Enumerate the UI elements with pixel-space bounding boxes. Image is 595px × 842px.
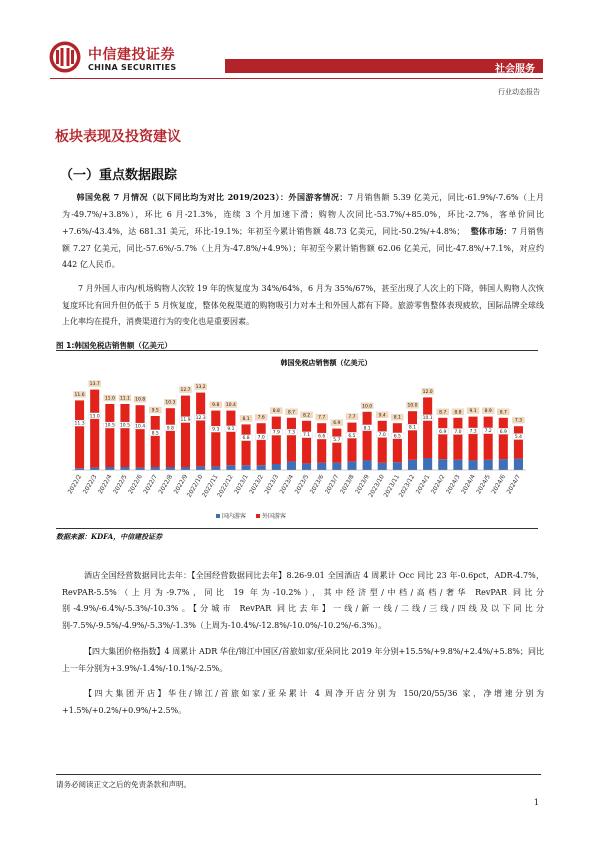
data-label-total: 11.0 (104, 396, 115, 402)
bar-domestic (136, 468, 145, 470)
bar-domestic (287, 462, 296, 470)
data-label-total: 8.7 (439, 410, 447, 416)
x-tick-label: 2023/5 (293, 473, 311, 496)
data-label-total: 9.4 (378, 413, 386, 419)
legend-label-foreign: 外国游客 (262, 513, 287, 520)
legend-swatch-foreign (256, 514, 260, 518)
bar-foreign (75, 400, 84, 468)
bar-foreign (211, 411, 220, 467)
data-label-foreign: 7.3 (469, 429, 477, 435)
data-label-foreign: 9.3 (212, 427, 220, 433)
x-tick-label: 2023/4 (278, 473, 296, 496)
paragraph-text-overall: 7 月销售额 7.27 亿美元，同比-57.6%/-5.7%（上月为-47.8%/+4.9%）；年初至今累计销售额 62.06 亿美元，同比-47.8%/+7.1%，对应约 442 亿人民币。 (62, 227, 544, 269)
legend-label-domestic: 国内游客 (222, 513, 247, 520)
data-label-foreign: 7.0 (378, 433, 386, 438)
data-label-total: 12.7 (180, 388, 191, 394)
paragraph-shopping-recovery: 7 月外国人市内/机场购物人次较 19 年的恢复度为 34%/64%，6 月为 35%/67%，甚至出现了人次上的下降，韩国人购物人次恢复度环比有回升但仍低于 5 月恢复度，整体免税渠道的购物吸引力对本土和外国人都有下降。旅游零售整体表现疲软，国际品牌全球线上化率均在提升，消费渠道行为的变化也是重要因素。 (62, 284, 544, 326)
bar-domestic (378, 463, 387, 470)
bar-domestic (484, 460, 493, 470)
data-label-foreign: 9.1 (227, 427, 235, 433)
data-label-foreign: 10.5 (104, 423, 115, 429)
data-label-total: 8.1 (393, 415, 401, 421)
data-label-foreign: 9.8 (166, 426, 174, 432)
bar-domestic (302, 463, 311, 470)
footer-divider (56, 774, 541, 775)
x-tick-label: 2023/7 (323, 473, 341, 496)
bar-foreign (317, 423, 326, 463)
bar-foreign (378, 421, 387, 463)
legend-swatch-domestic (216, 514, 220, 518)
data-label-foreign: 6.8 (242, 436, 250, 442)
paragraph-store-opening: 【四大集团开店】华住/锦江/首旅如家/亚朵累计 4 周净开店分别为 150/20/55/36 家，净增速分别为+1.5%/+0.2%/+0.9%/+2.5%。 (62, 689, 544, 715)
paragraph-lead-overall: 整体市场： (470, 226, 512, 236)
x-tick-label: 2023/3 (263, 473, 281, 496)
bar-foreign (120, 404, 129, 467)
x-tick-label: 2022/7 (142, 473, 159, 496)
data-label-foreign: 5.4 (514, 435, 523, 441)
bar-domestic (181, 467, 190, 470)
data-label-foreign: 8.5 (151, 431, 159, 437)
data-label-foreign: 11.3 (74, 421, 85, 427)
x-tick-label: 2022/3 (81, 473, 99, 496)
page-number: 1 (533, 798, 539, 807)
x-tick-label: 2023/9 (354, 473, 371, 496)
data-label-foreign: 6.6 (318, 434, 326, 440)
bar-domestic (332, 463, 341, 470)
x-tick-label: 2022/10 (185, 473, 205, 499)
x-tick-label: 2022/6 (127, 473, 144, 496)
data-label-total: 9.5 (151, 408, 159, 414)
data-label-total: 8.8 (272, 409, 280, 415)
bar-foreign (423, 397, 432, 458)
bar-domestic (166, 467, 175, 470)
chart-title: 韩国免税店销售额（亿美元） (280, 359, 372, 367)
data-label-total: 10.3 (165, 400, 176, 406)
bar-foreign (453, 418, 462, 460)
paragraph-lead: 韩国免税 7 月情况（以下同比均为对比 2019/2023）：外国游客情况： (76, 192, 348, 202)
data-label-total: 9.8 (212, 403, 220, 409)
x-tick-label: 2022/9 (172, 473, 190, 496)
x-tick-label: 2022/5 (112, 473, 129, 496)
data-label-total: 10.4 (225, 403, 236, 409)
bar-foreign (499, 418, 508, 459)
bar-domestic (241, 465, 250, 470)
bar-foreign (196, 393, 205, 467)
bar-foreign (408, 411, 417, 460)
data-label-total: 11.1 (119, 396, 130, 402)
x-tick-label: 2024/7 (505, 473, 523, 496)
data-label-foreign: 7.9 (272, 430, 280, 436)
data-label-foreign: 7.2 (484, 429, 492, 435)
bar-foreign (257, 423, 266, 465)
data-label-total: 13.7 (89, 382, 100, 388)
data-label-foreign: 7.0 (257, 435, 265, 441)
bar-domestic (514, 459, 523, 470)
bar-domestic (347, 462, 356, 470)
data-label-total: 11.6 (74, 392, 85, 398)
bar-domestic (196, 466, 205, 470)
x-tick-label: 2022/12 (216, 473, 235, 499)
figure-title: 图 1:韩国免税店销售额（亿美元） (56, 341, 172, 350)
data-label-total: 8.7 (287, 410, 296, 416)
report-type: 行业动态报告 (498, 88, 540, 96)
bar-foreign (287, 418, 296, 462)
data-label-total: 9.1 (469, 409, 477, 415)
bar-domestic (120, 467, 129, 470)
x-tick-label: 2022/4 (96, 473, 114, 496)
bar-domestic (151, 467, 160, 470)
data-label-total: 8.7 (499, 410, 507, 416)
bar-foreign (468, 417, 477, 461)
data-label-foreign: 5.7 (333, 438, 341, 444)
bar-domestic (363, 460, 372, 470)
x-tick-label: 2022/2 (66, 473, 84, 496)
paragraph-hotel-data: 酒店全国经营数据同比去年：【全国经营数据同比去年】8.26-9.01 全国酒店 4 周累计 Occ 同比 23 年-0.6pct，ADR-4.7%，RevPAR-5.5%（上月为-9.7%，同比 19 年为-10.2%），其中经济型/中档/高档/奢华 RevPAR 同比分别-4.9%/-6.4%/-5.3%/-10.3%。【分城市 RevPAR 同比去年】一线/新一线/二线/三线/四线及以下同比分别-7.5%/-9.5%/-4.9%/-5.3%/-1.3%（上周为-10.4%/-12.8%/-10.0%/-10.2%/-6.3%）。 (62, 571, 544, 630)
data-label-foreign: 10.5 (119, 423, 130, 429)
bar-domestic (468, 460, 477, 470)
data-label-total: 8.8 (454, 410, 462, 416)
x-tick-label: 2024/3 (445, 473, 462, 496)
x-tick-label: 2023/12 (397, 473, 417, 499)
x-tick-label: 2024/6 (490, 473, 508, 496)
data-label-foreign: 8.1 (363, 426, 371, 432)
bar-foreign (332, 429, 341, 463)
data-label-foreign: 7.1 (302, 433, 311, 439)
duty-free-sales-chart (56, 352, 538, 528)
bar-domestic (453, 460, 462, 470)
bar-domestic (393, 462, 402, 470)
x-tick-label: 2023/6 (308, 473, 326, 496)
data-label-foreign: 13.0 (89, 414, 100, 420)
subsection-title: （一）重点数据跟踪 (60, 168, 178, 183)
company-logo-icon (48, 40, 82, 74)
bar-domestic (90, 468, 99, 470)
bar-domestic (75, 468, 84, 470)
x-tick-label: 2024/2 (429, 473, 447, 496)
x-tick-label: 2023/10 (367, 473, 386, 499)
section-title: 板块表现及投资建议 (55, 129, 181, 145)
bar-foreign (514, 426, 523, 458)
bar-domestic (408, 460, 417, 470)
figure-source: 数据来源：KDFA，中信建投证券 (56, 532, 163, 541)
bar-foreign (136, 405, 145, 467)
x-tick-label: 2022/11 (200, 473, 220, 499)
bar-foreign (181, 396, 190, 467)
data-label-total: 8.2 (302, 413, 311, 419)
data-label-total: 7.7 (318, 415, 326, 421)
bar-domestic (423, 458, 432, 470)
bar-foreign (90, 390, 99, 468)
data-label-total: 13.2 (195, 385, 206, 391)
x-tick-label: 2024/4 (460, 473, 477, 496)
paragraph-price-index: 【四大集团价格指数】4 周累计 ADR 华住/锦江中国区/首旅如家/亚朵同比 2019 年分别+15.5%/+9.8%/+2.4%/+5.8%；同比上一年分别为+3.9%/-1.4%/-10.1%/-2.5%。 (62, 647, 544, 673)
data-label-foreign: 10.4 (135, 424, 146, 430)
data-label-foreign: 6.9 (499, 429, 507, 435)
bar-domestic (317, 463, 326, 470)
bar-foreign (438, 418, 447, 459)
data-label-total: 10.0 (407, 403, 418, 409)
x-tick-label: 2023/1 (233, 473, 250, 496)
bar-foreign (302, 421, 311, 464)
x-tick-label: 2023/2 (248, 473, 265, 496)
data-label-foreign: 6.9 (439, 429, 447, 435)
data-label-foreign: 8.1 (408, 425, 417, 431)
data-label-foreign: 6.5 (348, 433, 356, 439)
bar-foreign (105, 404, 114, 467)
data-label-total: 7.3 (514, 418, 523, 424)
bar-foreign (166, 408, 175, 467)
data-label-foreign: 7.0 (454, 430, 462, 435)
bar-domestic (272, 464, 281, 470)
data-label-foreign: 12.3 (195, 415, 206, 421)
paragraph-text: 7 月销售额 5.39 亿美元，同比-61.9%/-7.6%（上月为-49.7%/+3.8%），环比 6 月-21.3%，连续 3 个月加速下滑；购物人次同比-53.7%/+85.0%，环比-2.7%，客单价同比+7.6%/-43.4%，达 681.31 美元，环比-19.1%；年初至今累计销售额 48.73 亿美元，同比-50.2%/+4.8%； (62, 193, 544, 236)
data-label-total: 6.9 (333, 421, 341, 427)
data-label-total: 7.6 (257, 415, 265, 421)
company-name-cn: 中信建投证券 (88, 47, 175, 63)
bar-foreign (226, 411, 235, 466)
bar-foreign (272, 417, 281, 464)
data-label-total: 10.0 (362, 404, 373, 410)
bar-foreign (151, 416, 160, 467)
sector-label: 社会服务 (495, 64, 535, 75)
data-label-total: 12.0 (422, 389, 433, 395)
data-label-foreign: 6.5 (393, 434, 401, 440)
bar-domestic (105, 467, 114, 470)
bar-foreign (241, 424, 250, 465)
bar-domestic (499, 459, 508, 470)
bar-foreign (363, 412, 372, 461)
bar-foreign (393, 423, 402, 462)
paragraph-korea-duty-free (62, 189, 544, 274)
bar-foreign (484, 417, 493, 460)
x-tick-label: 2024/5 (475, 473, 492, 496)
bar-foreign (347, 423, 356, 462)
data-label-foreign: 11.9 (180, 418, 191, 424)
bar-domestic (257, 465, 266, 470)
header-divider (50, 78, 543, 79)
figure-bottom-rule (56, 528, 538, 529)
data-label-total: 7.7 (348, 415, 356, 421)
figure-top-rule (56, 350, 538, 351)
data-label-total: 8.9 (484, 409, 492, 415)
x-tick-label: 2023/8 (339, 473, 356, 496)
data-label-total: 8.1 (242, 416, 250, 422)
company-name-en: CHINA SECURITIES (88, 63, 177, 72)
bar-domestic (226, 465, 235, 470)
x-tick-label: 2024/1 (414, 473, 432, 496)
x-tick-label: 2022/8 (157, 473, 175, 496)
bar-domestic (438, 459, 447, 470)
data-label-foreign: 10.1 (422, 416, 433, 422)
bar-domestic (211, 466, 220, 470)
data-label-foreign: 7.3 (287, 430, 296, 436)
data-label-total: 10.8 (135, 397, 146, 403)
footer-disclaimer: 请务必阅读正文之后的免责条款和声明。 (56, 780, 191, 789)
x-tick-label: 2023/11 (382, 473, 402, 499)
